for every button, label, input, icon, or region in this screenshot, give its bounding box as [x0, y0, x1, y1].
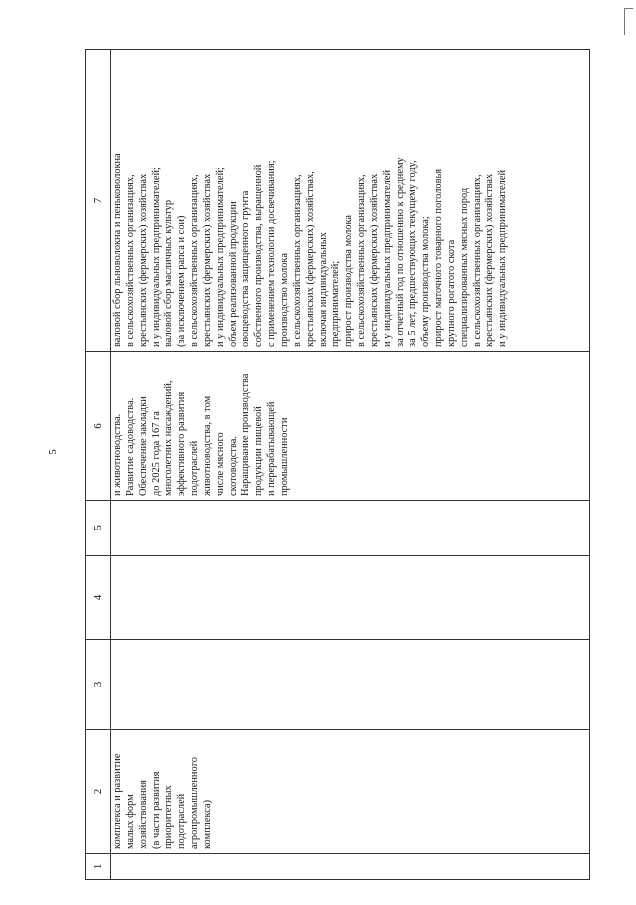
header-col-2: 2	[86, 730, 111, 854]
header-col-5: 5	[86, 501, 111, 556]
cell-col-3	[111, 640, 590, 730]
header-col-6: 6	[86, 352, 111, 501]
page-number: 5	[47, 449, 59, 455]
cell-col-5	[111, 501, 590, 556]
table-row	[111, 50, 590, 880]
program-table	[85, 49, 590, 880]
cell-col-4	[111, 556, 590, 640]
rotated-table-container	[85, 50, 590, 880]
cell-col-6: и животноводства. Развитие садоводства. Обеспечение закладки до 2025 года 167 га многолетних насаждений, эффективного развития подотраслей животноводства, в том числе мясного скотоводства. Наращивание производства продукции пищевой и перерабатывающей промышленности	[111, 352, 590, 501]
header-col-3: 3	[86, 640, 111, 730]
cell-col-2: комплекса и развитие малых форм хозяйствования (в части развития приоритетных подотраслей агропромышленного комплекса)	[111, 730, 590, 854]
header-col-1: 1	[86, 854, 111, 880]
header-col-7: 7	[86, 50, 111, 352]
header-row	[86, 50, 111, 880]
cell-col-7: валовой сбор льноволокна и пеньковолокна в сельскохозяйственных организациях, крестьянских (фермерских) хозяйствах и у индивидуальных предпринимателей; валовой сбор масличных культур (за исключением рапса и сои) в сельскохозяйственных организациях, крестьянских (фермерских) хозяйствах и у индивидуальных предпринимателей; объем реализованной продукции овощеводства защищенного грунта собственного производства, выращенной с применением технологии досвечивания; производство молока в сельскохозяйственных организациях, крестьянских (фермерских) хозяйствах, включая индивидуальных предпринимателей; прирост производства молока в сельскохозяйственных организациях, крестьянских (фермерских) хозяйствах и у индивидуальных предпринимателей за отчетный год по отношению к среднему за 5 лет, предшествующих текущему году, объему производства молока; прирост маточного товарного поголовья крупного рогатого скота специализированных мясных пород в сельскохозяйственных организациях, крестьянских (фермерских) хозяйствах и у индивидуальных предпринимателей	[111, 50, 590, 352]
scan-corner-mark	[624, 8, 633, 35]
header-col-4: 4	[86, 556, 111, 640]
cell-col-1	[111, 854, 590, 880]
